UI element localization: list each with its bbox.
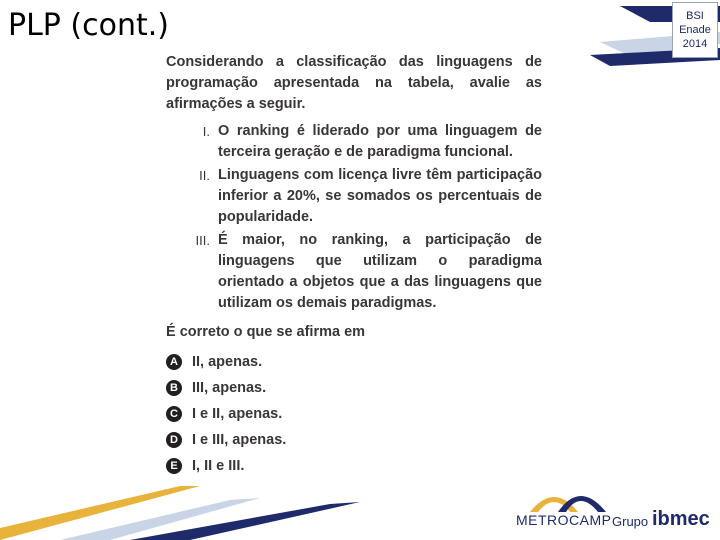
question-prompt: É correto o que se afirma em [166, 324, 366, 340]
statement-item [166, 121, 542, 163]
option-text: III, apenas. [192, 379, 267, 396]
option-letter-icon: E [166, 458, 182, 474]
logo-arch-icon [528, 478, 608, 512]
slide-title: PLP (cont.) [8, 8, 170, 43]
answer-option-c[interactable] [166, 401, 542, 427]
statement-text: O ranking é liderado por uma linguagem de terceira geração e de paradigma funcional. [218, 123, 542, 160]
statement-number: II. [199, 168, 210, 183]
institution-logo [512, 476, 712, 536]
option-letter-icon: A [166, 354, 182, 370]
answer-option-e[interactable] [166, 453, 542, 479]
corner-swoosh-bottom [0, 480, 360, 540]
statement-text: É maior, no ranking, a participação de linguagens que utilizam o paradigma orientado a objetos que a das linguagens que utilizam os demais paradigmas. [218, 232, 542, 311]
option-letter-icon: C [166, 406, 182, 422]
answer-option-d[interactable] [166, 427, 542, 453]
answer-option-b[interactable] [166, 375, 542, 401]
option-text: I, II e III. [192, 457, 245, 474]
logo-group-name: ibmec [652, 508, 710, 530]
logo-group-label: Grupo [612, 514, 649, 529]
answer-options [166, 349, 542, 479]
badge-line-3: 2014 [682, 38, 708, 50]
statement-item [166, 165, 542, 228]
option-text: II, apenas. [192, 353, 263, 370]
statement-item [166, 230, 542, 314]
statement-list [166, 121, 542, 314]
option-letter-icon: D [166, 432, 182, 448]
option-text: I e II, apenas. [192, 405, 283, 422]
badge-line-2: Enade [679, 24, 711, 36]
exam-badge [672, 2, 718, 58]
statement-number: III. [195, 233, 210, 248]
logo-brand: METROCAMP [516, 512, 612, 528]
statement-number: I. [202, 124, 210, 139]
badge-line-1: BSI [686, 10, 704, 22]
option-letter-icon: B [166, 380, 182, 396]
answer-option-a[interactable] [166, 349, 542, 375]
question-intro: Considerando a classificação das linguagens de programação apresentada na tabela, avalie as afirmações a seguir. [166, 54, 542, 112]
option-text: I e III, apenas. [192, 431, 287, 448]
question-block [166, 52, 542, 479]
statement-text: Linguagens com licença livre têm participação inferior a 20%, se somados os percentuais de popularidade. [218, 167, 542, 225]
